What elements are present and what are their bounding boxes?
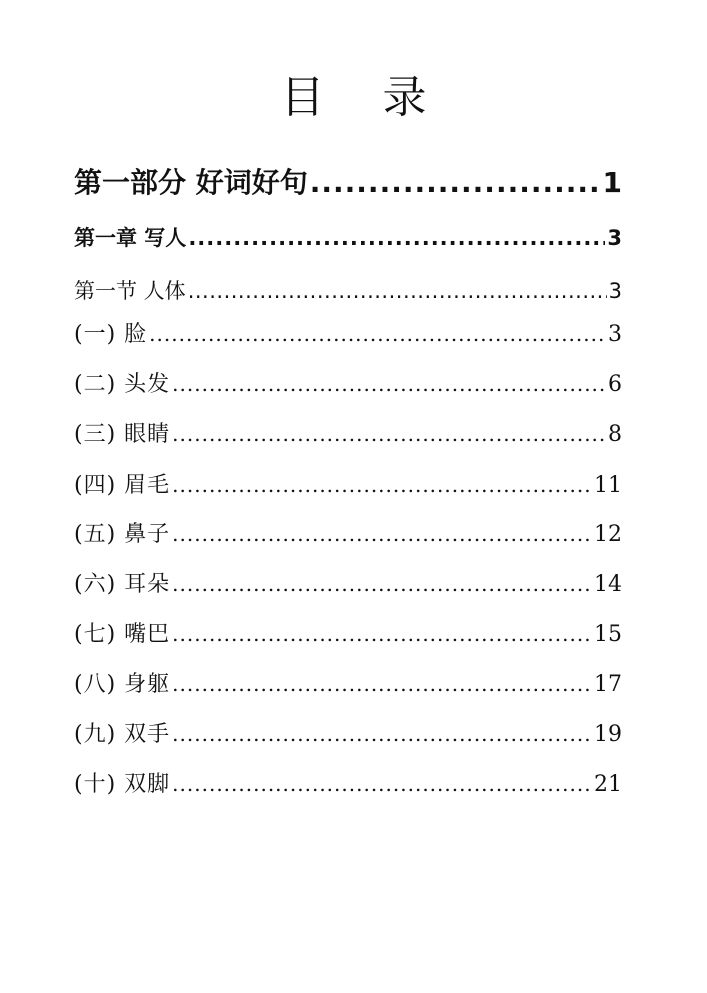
toc-leader-dots [172, 769, 592, 799]
toc-entry-item[interactable] [74, 619, 622, 650]
toc-leader-dots [172, 470, 592, 500]
toc-entry-item[interactable] [74, 519, 622, 550]
toc-leader-dots [188, 277, 607, 305]
toc-entry-page: 3 [608, 279, 622, 303]
toc-entry-item[interactable] [74, 470, 622, 501]
toc-entry-label: (五) 鼻子 [74, 522, 171, 547]
toc-leader-dots [172, 669, 592, 699]
toc-entry-item[interactable] [74, 419, 622, 450]
toc-entry-page: 17 [594, 672, 622, 697]
toc-leader-dots [172, 519, 592, 549]
toc-entry-chapter[interactable] [74, 224, 622, 252]
toc-entry-page: 19 [594, 722, 622, 747]
toc-entry-page: 6 [608, 372, 622, 397]
toc-leader-dots [188, 224, 605, 252]
toc-entry-page: 15 [594, 622, 622, 647]
toc-entry-item[interactable] [74, 369, 622, 400]
toc-entry-label: (九) 双手 [74, 722, 171, 747]
toc-entry-label: (八) 身躯 [74, 672, 171, 697]
toc-entry-page: 21 [594, 772, 622, 797]
toc-entry-label: (一) 脸 [74, 322, 148, 347]
toc-entry-part[interactable] [74, 166, 622, 200]
toc-entry-label: (四) 眉毛 [74, 473, 171, 498]
toc-entry-item[interactable] [74, 669, 622, 700]
toc-entry-label: (三) 眼睛 [74, 422, 171, 447]
toc-leader-dots [172, 369, 606, 399]
toc-entry-page: 1 [602, 166, 622, 199]
toc-leader-dots [172, 419, 606, 449]
toc-entry-item[interactable] [74, 319, 622, 350]
toc-entry-label: (六) 耳朵 [74, 572, 171, 597]
toc-leader-dots [172, 719, 592, 749]
toc-entry-section[interactable] [74, 277, 622, 305]
toc-entry-label: (七) 嘴巴 [74, 622, 171, 647]
toc-entry-item[interactable] [74, 719, 622, 750]
toc-entry-label: 第一节 人体 [74, 279, 186, 303]
toc-entry-page: 12 [594, 522, 622, 547]
toc-leader-dots [149, 319, 606, 349]
toc-entry-label: (二) 头发 [74, 372, 171, 397]
toc-leader-dots [310, 166, 601, 200]
toc-entry-item[interactable] [74, 569, 622, 600]
toc-entry-page: 11 [594, 473, 622, 498]
toc-title: 目 录 [280, 72, 449, 123]
toc-entry-label: 第一章 写人 [74, 226, 187, 250]
toc-entry-label: (十) 双脚 [74, 772, 171, 797]
toc-entry-label: 第一部分 好词好句 [74, 166, 308, 199]
toc-entry-item[interactable] [74, 769, 622, 800]
toc-entry-page: 8 [608, 422, 622, 447]
toc-entry-page: 3 [607, 226, 622, 250]
toc-entry-page: 14 [594, 572, 622, 597]
toc-leader-dots [172, 619, 592, 649]
toc-leader-dots [172, 569, 592, 599]
toc-entry-page: 3 [608, 322, 622, 347]
